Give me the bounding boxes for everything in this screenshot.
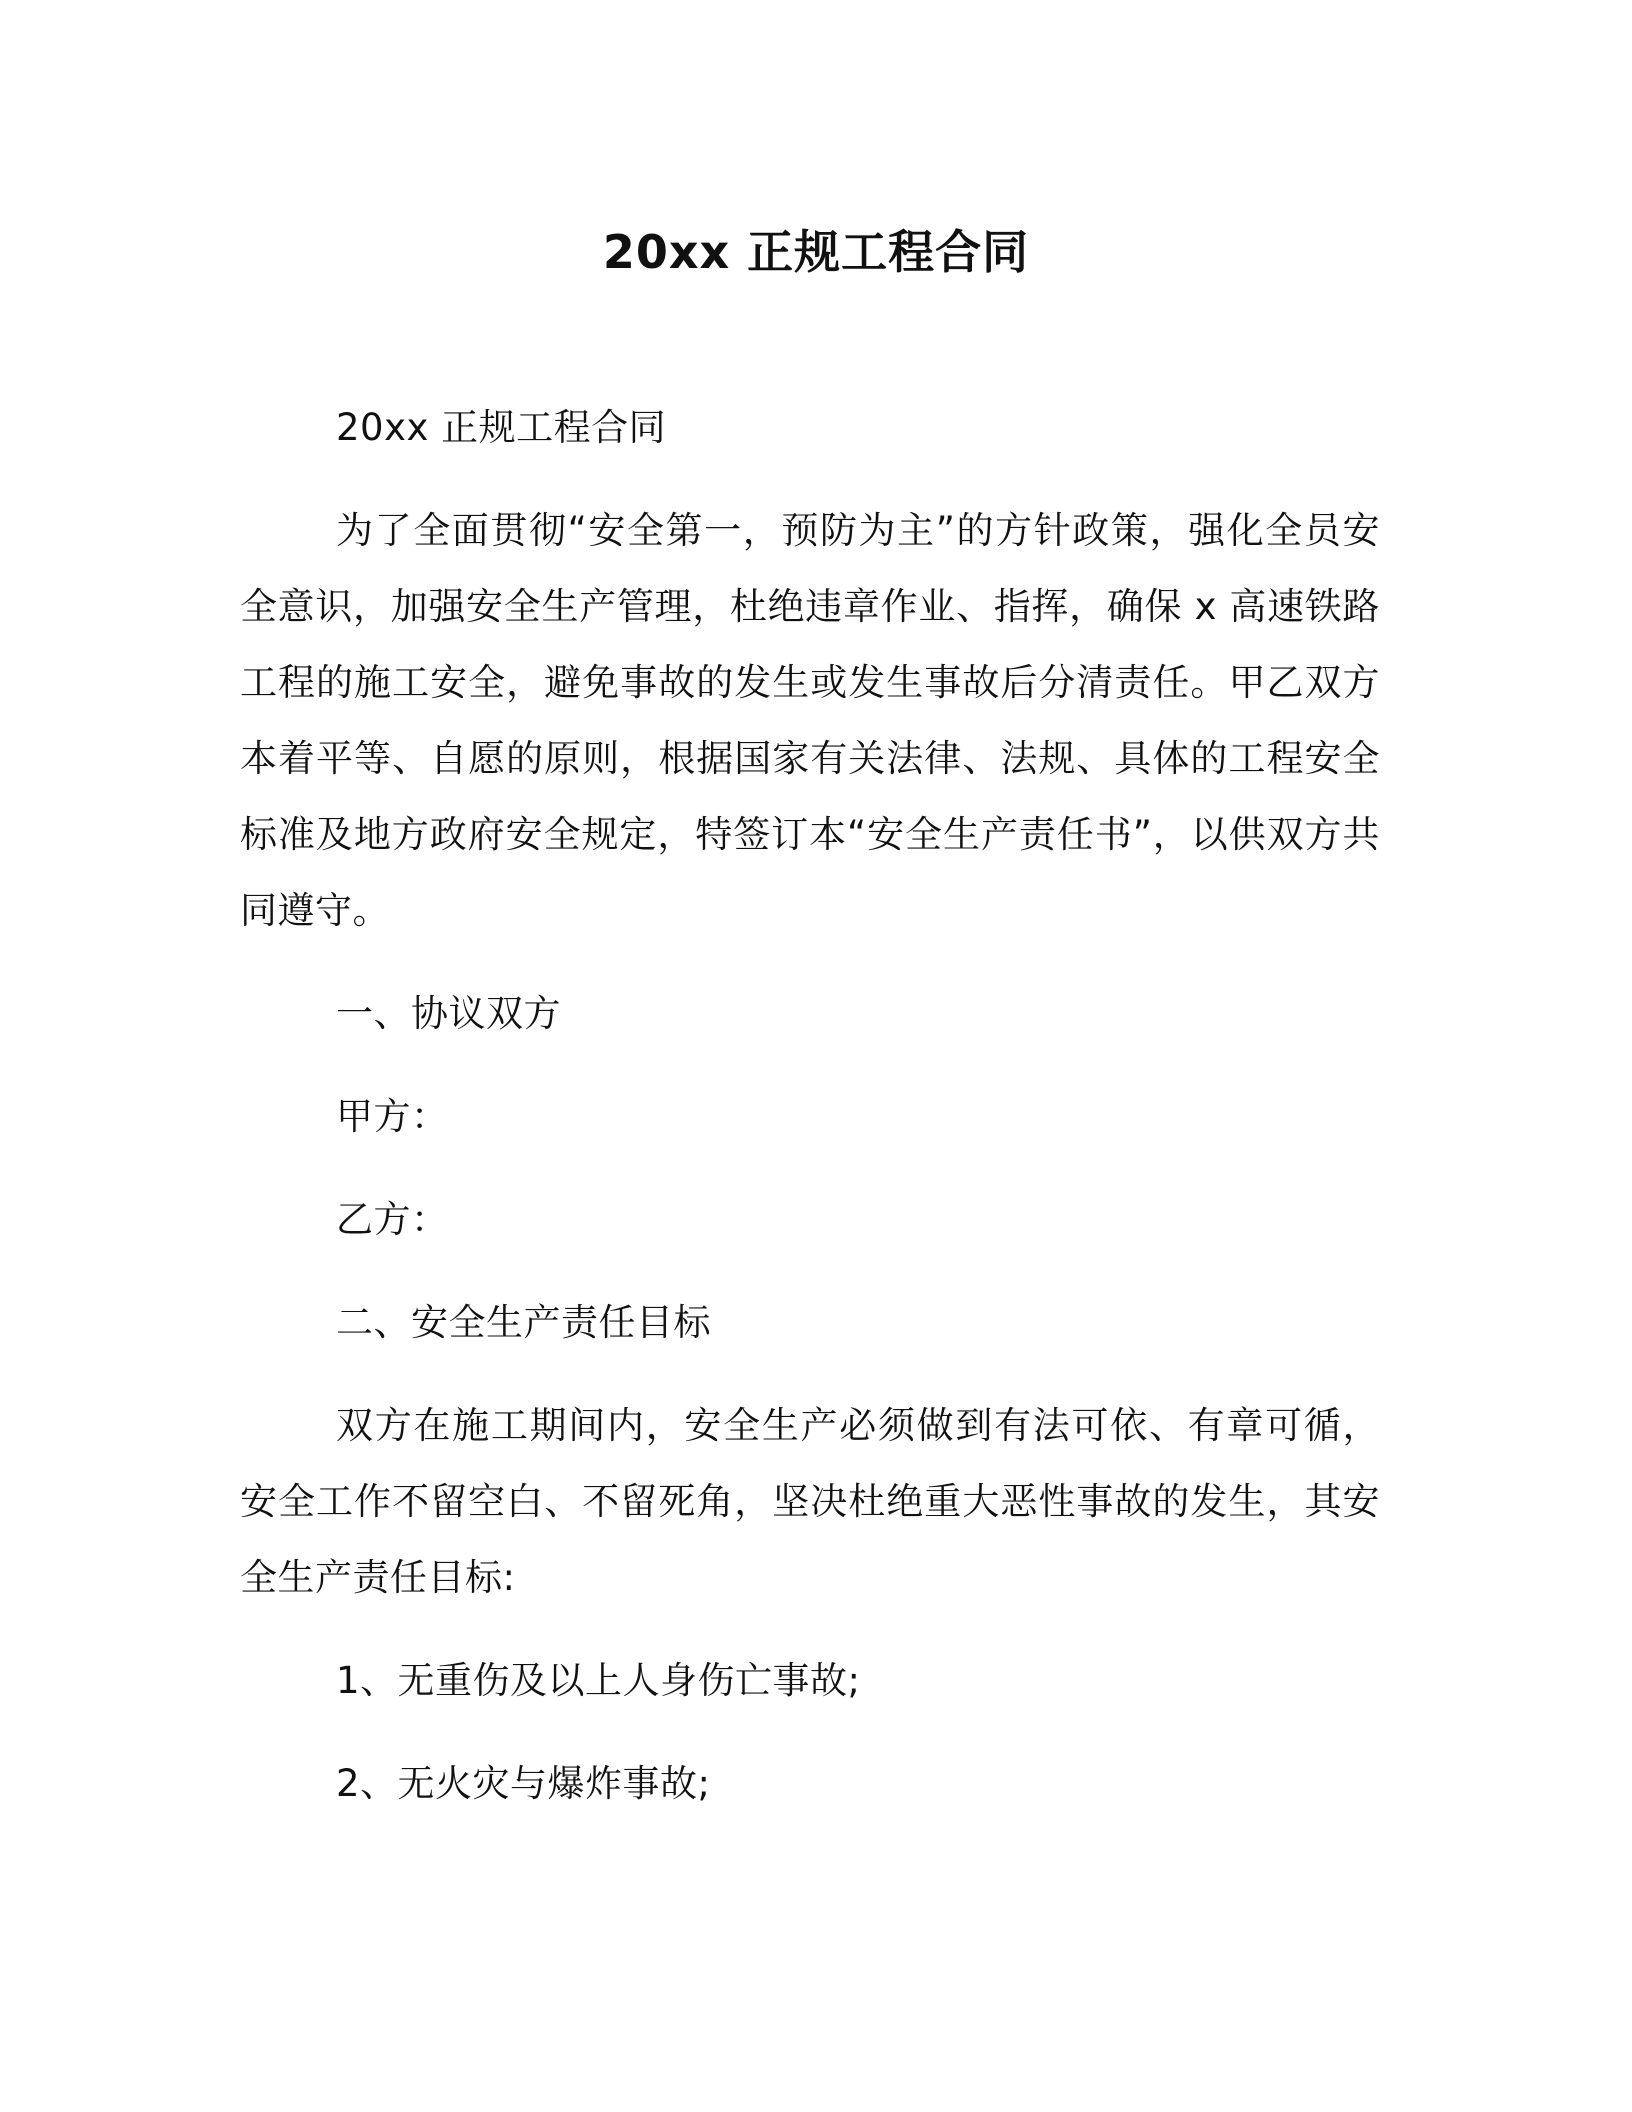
goal-item-1: 1、无重伤及以上人身伤亡事故; — [336, 1659, 861, 1702]
safety-goals-paragraph: 双方在施工期间内，安全生产必须做到有法可依、有章可循，安全工作不留空白、不留死角，坚决杜绝重大恶性事故的发生，其安全生产责任目标: — [240, 1404, 1380, 1599]
party-b-line: 乙方： — [336, 1198, 449, 1241]
intro-paragraph: 为了全面贯彻“安全第一，预防为主”的方针政策，强化全员安全意识，加强安全生产管理，杜绝违章作业、指挥，确保 x 高速铁路工程的施工安全，避免事故的发生或发生事故后分清责任。甲乙双方本着平等、自愿的原则，根据国家有关法律、法规、具体的工程安全标准及地方政府安全规定，特签订本“安全生产责任书”，以供双方共同遵守。 — [240, 509, 1380, 932]
document-title: 20xx 正规工程合同 — [602, 225, 1030, 279]
section-heading-parties: 一、协议双方 — [336, 992, 561, 1035]
section-heading-safety-goals: 二、安全生产责任目标 — [336, 1301, 711, 1344]
party-a-line: 甲方： — [336, 1095, 449, 1138]
document-body — [240, 390, 1380, 1822]
goal-item-2: 2、无火灾与爆炸事故; — [336, 1762, 711, 1805]
subtitle-paragraph: 20xx 正规工程合同 — [336, 406, 667, 449]
